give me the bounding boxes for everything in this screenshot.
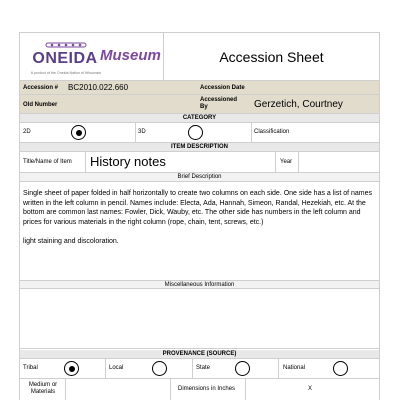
provenance-national-label: National (283, 365, 306, 371)
accessioned-by-value[interactable]: Gerzetich, Courtney (254, 99, 343, 110)
category-3d-radio[interactable] (188, 125, 203, 140)
radio-selected-dot (69, 366, 75, 372)
brief-description-field[interactable] (23, 189, 376, 256)
dimensions-separator: X (308, 386, 313, 392)
brief-description-heading: Brief Description (20, 173, 379, 182)
item-description-heading: ITEM DESCRIPTION (20, 143, 379, 152)
medium-label: Medium or Materials (28, 382, 58, 395)
provenance-local-label: Local (109, 365, 124, 371)
sheet-title: Accession Sheet (163, 33, 379, 80)
sheet-header (20, 33, 379, 81)
condition-text: light staining and discoloration. (23, 237, 119, 245)
provenance-state-label: State (196, 365, 211, 371)
category-3d-label: 3D (138, 129, 146, 135)
old-number-label: Old Number (23, 102, 58, 108)
logo-text: ONEIDA (32, 50, 98, 67)
accession-number-label: Accession # (23, 85, 59, 91)
provenance-local-radio[interactable] (152, 361, 167, 376)
medium-dimensions-row (20, 379, 379, 400)
title-value[interactable]: History notes (90, 154, 166, 169)
category-2d-label: 2D (23, 129, 31, 135)
provenance-national-radio[interactable] (333, 361, 348, 376)
old-number-row (20, 95, 379, 114)
museum-label: Museum (100, 47, 161, 64)
accession-sheet (19, 32, 380, 400)
accessioned-by-label: Accessioned By (200, 97, 238, 110)
provenance-state-radio[interactable] (235, 361, 250, 376)
category-row (20, 123, 379, 143)
accession-date-label: Accession Date (200, 85, 245, 91)
brief-description-text: Single sheet of paper folded in half horizontally to create two columns on each side. One side has a list of names written in the left column in pencil. Names include: Electa, Ada, Hannah, Simeon, Randal, Hezekiah, etc. At the bottom are common last names: Fowler, Dick, Wauby, etc. The other side has numbers in the left column and prices for various materials in the right column (rope, chain, tent, screws, etc.) (23, 190, 373, 226)
accession-row (20, 81, 379, 95)
museum-logo (24, 39, 106, 79)
classification-label: Classification (254, 129, 290, 135)
title-label: Title/Name of Item (23, 159, 72, 165)
provenance-tribal-label: Tribal (23, 365, 38, 371)
accession-number-value[interactable]: BC2010.022.660 (68, 83, 129, 92)
logo-crown-icon (44, 40, 88, 50)
provenance-heading: PROVENANCE (SOURCE) (20, 350, 379, 359)
provenance-row (20, 359, 379, 379)
year-label: Year (280, 159, 293, 165)
title-row (20, 152, 379, 173)
logo-tagline: A product of the Oneida Nation of Wisconsin (30, 71, 102, 75)
radio-selected-dot (76, 130, 82, 136)
category-heading: CATEGORY (20, 114, 379, 123)
dimensions-label: Dimensions in Inches (178, 386, 236, 392)
misc-info-heading: Miscellaneous Information (20, 280, 379, 289)
misc-info-field[interactable] (20, 290, 379, 349)
provenance-tribal-radio[interactable] (64, 361, 79, 376)
category-2d-radio[interactable] (71, 125, 86, 140)
